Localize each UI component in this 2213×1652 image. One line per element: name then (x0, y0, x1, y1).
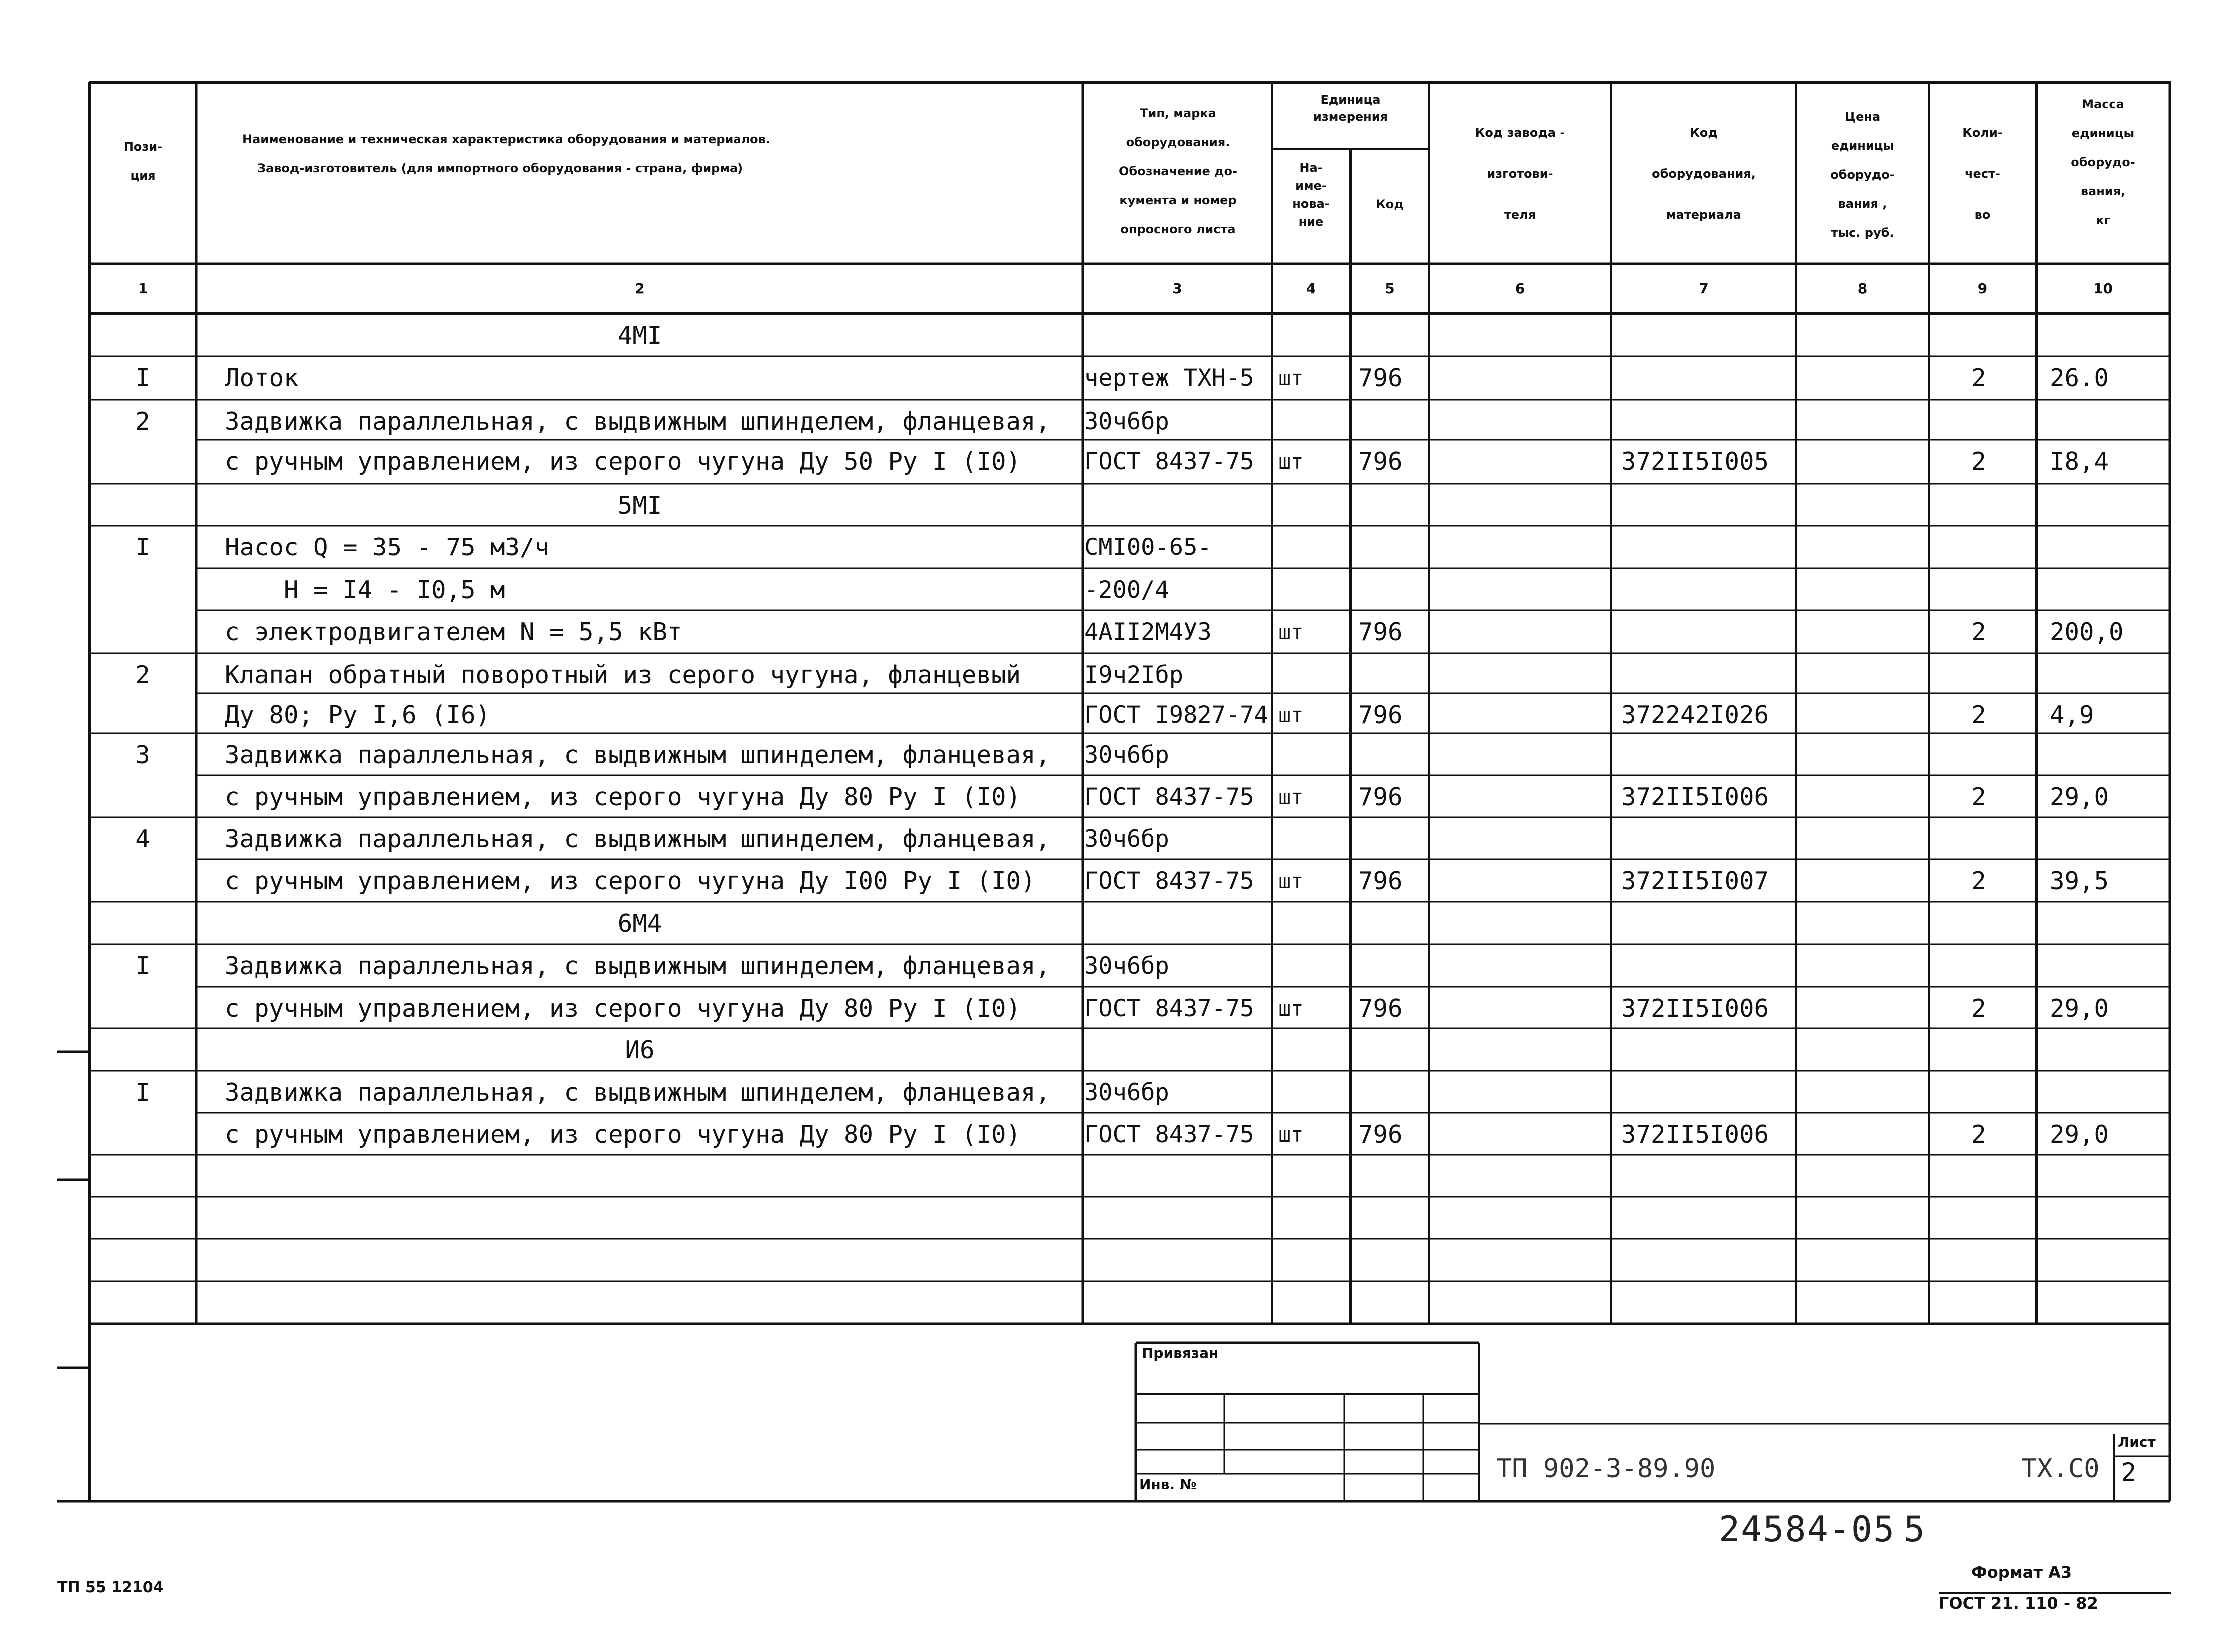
quantity-cell: 2 (1971, 783, 1986, 811)
unit-code-cell (1354, 401, 1429, 443)
equipment-code-cell (1621, 903, 1791, 945)
header-name: Наименование и техническая характеристика оборудования и материалов. Завод-изготовитель (для импортного оборудования - страна, фирма) (242, 132, 770, 175)
document-mark: ТХ.С0 (2021, 1454, 2100, 1484)
unit-cell: шт (1278, 366, 1304, 390)
mass-cell: 39,5 (2050, 867, 2109, 895)
position-cell: I (135, 952, 150, 980)
header-quantity: Коли- чест- во (1962, 126, 2003, 222)
type-cell: 30ч6бр (1084, 825, 1169, 853)
unit-cell (1275, 315, 1350, 357)
quantity-cell: 2 (1971, 994, 1986, 1023)
column-number: 4 (1306, 280, 1316, 297)
stamp-bound-label: Привязан (1142, 1345, 1219, 1361)
mass-cell (2050, 527, 2165, 568)
position-cell: 2 (135, 407, 150, 436)
unit-code-cell: 796 (1358, 701, 1403, 729)
section-title: 4МI (617, 321, 662, 350)
equipment-code-cell (1621, 315, 1791, 357)
quantity-cell (1929, 734, 2029, 776)
name-cell: с электродвигателем N = 5,5 кВт (225, 618, 682, 646)
column-number: 1 (138, 280, 148, 297)
mass-cell: I8,4 (2050, 447, 2109, 476)
unit-code-cell (1354, 315, 1429, 357)
quantity-cell (1929, 485, 2029, 527)
mass-cell: 200,0 (2050, 618, 2124, 646)
quantity-cell (1929, 945, 2029, 987)
equipment-code-cell (1621, 401, 1791, 443)
type-cell: чертеж ТХН-5 (1084, 364, 1254, 392)
position-cell (90, 860, 196, 902)
unit-cell (1275, 401, 1350, 443)
equipment-code-cell (1621, 357, 1791, 399)
section-title: 5МI (617, 491, 662, 520)
header-type: Тип, марка оборудования. Обозначение до- кумента и номер опросного листа (1119, 106, 1237, 236)
header-mass: Масса единицы оборудо- вания, кг (2071, 97, 2135, 227)
column-number: 2 (635, 280, 645, 297)
gost-label: ГОСТ 21. 110 - 82 (1939, 1594, 2098, 1613)
unit-code-cell: 796 (1358, 783, 1403, 811)
column-number: 5 (1385, 280, 1395, 297)
position-cell: I (135, 533, 150, 561)
page-number: 5 (1904, 1509, 1925, 1550)
type-cell: 30ч6бр (1084, 741, 1169, 769)
quantity-cell: 2 (1971, 618, 1986, 646)
header-unit-code: Код (1376, 197, 1404, 211)
document-code: ТП 902-3-89.90 (1496, 1454, 1716, 1484)
name-cell: Задвижка параллельная, с выдвижным шпинделем, фланцевая, (225, 741, 1051, 769)
unit-code-cell (1354, 485, 1429, 527)
type-cell: ГОСТ 8437-75 (1084, 1121, 1254, 1148)
mass-cell (2050, 903, 2165, 945)
unit-cell (1275, 569, 1350, 611)
unit-cell: шт (1278, 785, 1304, 809)
position-cell (90, 441, 196, 483)
position-cell (90, 1029, 196, 1071)
position-cell (90, 776, 196, 818)
quantity-cell: 2 (1971, 1120, 1986, 1149)
unit-code-cell (1354, 945, 1429, 987)
column-number: 7 (1699, 280, 1709, 297)
equipment-code-cell (1621, 1072, 1791, 1113)
name-cell: Лоток (225, 364, 299, 392)
header-unit-name: На- име- нова- ние (1292, 161, 1330, 229)
unit-cell: шт (1278, 620, 1304, 644)
equipment-code-cell: 372II5I007 (1621, 867, 1769, 895)
type-cell: ГОСТ 8437-75 (1084, 783, 1254, 811)
unit-code-cell: 796 (1358, 994, 1403, 1023)
type-cell: ГОСТ 8437-75 (1084, 995, 1254, 1022)
name-cell: с ручным управлением, из серого чугуна Ду 80 Ру I (I0) (225, 783, 1021, 811)
position-cell (90, 1114, 196, 1156)
mass-cell: 26.0 (2050, 364, 2109, 392)
type-cell: 30ч6бр (1084, 1079, 1169, 1106)
position-cell: I (135, 1078, 150, 1106)
quantity-cell (1929, 527, 2029, 568)
unit-cell (1275, 1072, 1350, 1113)
unit-cell: шт (1278, 996, 1304, 1021)
type-cell (1084, 903, 1272, 945)
unit-cell (1275, 945, 1350, 987)
unit-cell: шт (1278, 703, 1304, 727)
format-label: Формат А3 (1971, 1563, 2072, 1582)
unit-code-cell (1354, 903, 1429, 945)
equipment-code-cell (1621, 527, 1791, 568)
quantity-cell (1929, 654, 2029, 696)
type-cell: СМI00-65- (1084, 534, 1212, 561)
mass-cell: 29,0 (2050, 783, 2109, 811)
name-cell: Ду 80; Ру I,6 (I6) (225, 701, 491, 729)
name-cell: с ручным управлением, из серого чугуна Ду 80 Ру I (I0) (225, 1120, 1021, 1149)
equipment-code-cell (1621, 945, 1791, 987)
equipment-code-cell (1621, 569, 1791, 611)
mass-cell: 29,0 (2050, 1120, 2109, 1149)
section-title: И6 (625, 1036, 655, 1064)
unit-cell (1275, 903, 1350, 945)
type-cell: 30ч6бр (1084, 952, 1169, 980)
unit-cell (1275, 654, 1350, 696)
left-code: ТП 55 12104 (57, 1579, 164, 1596)
mass-cell (2050, 1072, 2165, 1113)
quantity-cell: 2 (1971, 701, 1986, 729)
mass-cell (2050, 485, 2165, 527)
column-number: 3 (1172, 280, 1182, 297)
position-cell: 2 (135, 661, 150, 689)
mass-cell (2050, 818, 2165, 860)
unit-code-cell: 796 (1358, 447, 1403, 476)
quantity-cell (1929, 569, 2029, 611)
unit-code-cell (1354, 1072, 1429, 1113)
column-number: 10 (2093, 280, 2113, 297)
unit-cell (1275, 734, 1350, 776)
unit-code-cell (1354, 527, 1429, 568)
position-cell (90, 988, 196, 1030)
type-cell: 4АII2М4У3 (1084, 618, 1212, 646)
type-cell: ГОСТ 8437-75 (1084, 448, 1254, 475)
equipment-code-cell (1621, 1029, 1791, 1071)
unit-code-cell (1354, 818, 1429, 860)
name-cell: Задвижка параллельная, с выдвижным шпинделем, фланцевая, (225, 825, 1051, 853)
archive-number: 24584-05 (1719, 1509, 1896, 1550)
header-position: Пози- ция (123, 140, 163, 183)
quantity-cell (1929, 818, 2029, 860)
position-cell: 4 (135, 825, 150, 853)
position-cell (90, 315, 196, 357)
equipment-code-cell: 372II5I006 (1621, 994, 1769, 1023)
quantity-cell (1929, 1072, 2029, 1113)
name-cell: Задвижка параллельная, с выдвижным шпинделем, фланцевая, (225, 1078, 1051, 1106)
column-number: 8 (1857, 280, 1868, 297)
unit-cell: шт (1278, 1122, 1304, 1147)
quantity-cell (1929, 315, 2029, 357)
equipment-code-cell: 372II5I006 (1621, 1120, 1769, 1149)
name-cell: с ручным управлением, из серого чугуна Ду 50 Ру I (I0) (225, 447, 1021, 476)
name-cell: Задвижка параллельная, с выдвижным шпинделем, фланцевая, (225, 952, 1051, 980)
type-cell: ГОСТ 8437-75 (1084, 867, 1254, 895)
name-cell: Клапан обратный поворотный из серого чугуна, фланцевый (225, 661, 1021, 689)
unit-cell: шт (1278, 869, 1304, 893)
quantity-cell (1929, 401, 2029, 443)
sheet-number: 2 (2121, 1458, 2137, 1487)
header-equipment-code: Код оборудования, материала (1652, 126, 1756, 222)
mass-cell (2050, 654, 2165, 696)
type-cell (1084, 1029, 1272, 1071)
unit-code-cell: 796 (1358, 618, 1403, 646)
name-cell: Насос Q = 35 - 75 м3/ч (225, 533, 550, 561)
unit-code-cell: 796 (1358, 364, 1403, 392)
equipment-code-cell (1621, 818, 1791, 860)
name-cell: с ручным управлением, из серого чугуна Ду I00 Ру I (I0) (225, 867, 1036, 895)
equipment-code-cell (1621, 485, 1791, 527)
unit-code-cell (1354, 734, 1429, 776)
mass-cell: 4,9 (2050, 701, 2094, 729)
equipment-code-cell: 372242I026 (1621, 701, 1769, 729)
section-title: 6М4 (617, 909, 662, 938)
mass-cell (2050, 734, 2165, 776)
equipment-code-cell: 372II5I006 (1621, 783, 1769, 811)
unit-cell (1275, 527, 1350, 568)
unit-cell (1275, 818, 1350, 860)
type-cell (1084, 315, 1272, 357)
unit-cell (1275, 485, 1350, 527)
mass-cell (2050, 945, 2165, 987)
type-cell (1084, 485, 1272, 527)
type-cell: -200/4 (1084, 576, 1169, 604)
mass-cell (2050, 315, 2165, 357)
sheet-label: Лист (2118, 1434, 2156, 1450)
unit-code-cell (1354, 569, 1429, 611)
equipment-code-cell (1621, 611, 1791, 653)
position-cell: 3 (135, 741, 150, 769)
header-unit-group: Единица измерения (1313, 93, 1388, 124)
name-cell: с ручным управлением, из серого чугуна Ду 80 Ру I (I0) (225, 994, 1021, 1023)
unit-code-cell: 796 (1358, 1120, 1403, 1149)
type-cell: 30ч6бр (1084, 408, 1169, 435)
position-cell (90, 611, 196, 653)
unit-cell: шт (1278, 449, 1304, 474)
position-cell: I (135, 364, 150, 392)
name-cell: Н = I4 - I0,5 м (225, 576, 505, 604)
header-factory-code: Код завода - изготови- теля (1475, 126, 1565, 222)
position-cell (90, 903, 196, 945)
mass-cell (2050, 569, 2165, 611)
quantity-cell (1929, 1029, 2029, 1071)
quantity-cell (1929, 903, 2029, 945)
equipment-code-cell (1621, 734, 1791, 776)
quantity-cell: 2 (1971, 447, 1986, 476)
position-cell (90, 694, 196, 736)
mass-cell: 29,0 (2050, 994, 2109, 1023)
stamp-inv-label: Инв. № (1139, 1476, 1197, 1493)
header-price: Цена единицы оборудо- вания , тыс. руб. (1830, 110, 1895, 240)
type-cell: ГОСТ I9827-74 (1084, 701, 1268, 729)
equipment-code-cell: 372II5I005 (1621, 447, 1769, 476)
column-number: 6 (1515, 280, 1525, 297)
position-cell (90, 569, 196, 611)
unit-code-cell (1354, 654, 1429, 696)
equipment-code-cell (1621, 654, 1791, 696)
name-cell: Задвижка параллельная, с выдвижным шпинделем, фланцевая, (225, 407, 1051, 436)
position-cell (90, 485, 196, 527)
type-cell: I9ч2Iбр (1084, 661, 1184, 689)
column-number: 9 (1977, 280, 1988, 297)
unit-cell (1275, 1029, 1350, 1071)
mass-cell (2050, 401, 2165, 443)
quantity-cell: 2 (1971, 867, 1986, 895)
quantity-cell: 2 (1971, 364, 1986, 392)
unit-code-cell (1354, 1029, 1429, 1071)
mass-cell (2050, 1029, 2165, 1071)
unit-code-cell: 796 (1358, 867, 1403, 895)
